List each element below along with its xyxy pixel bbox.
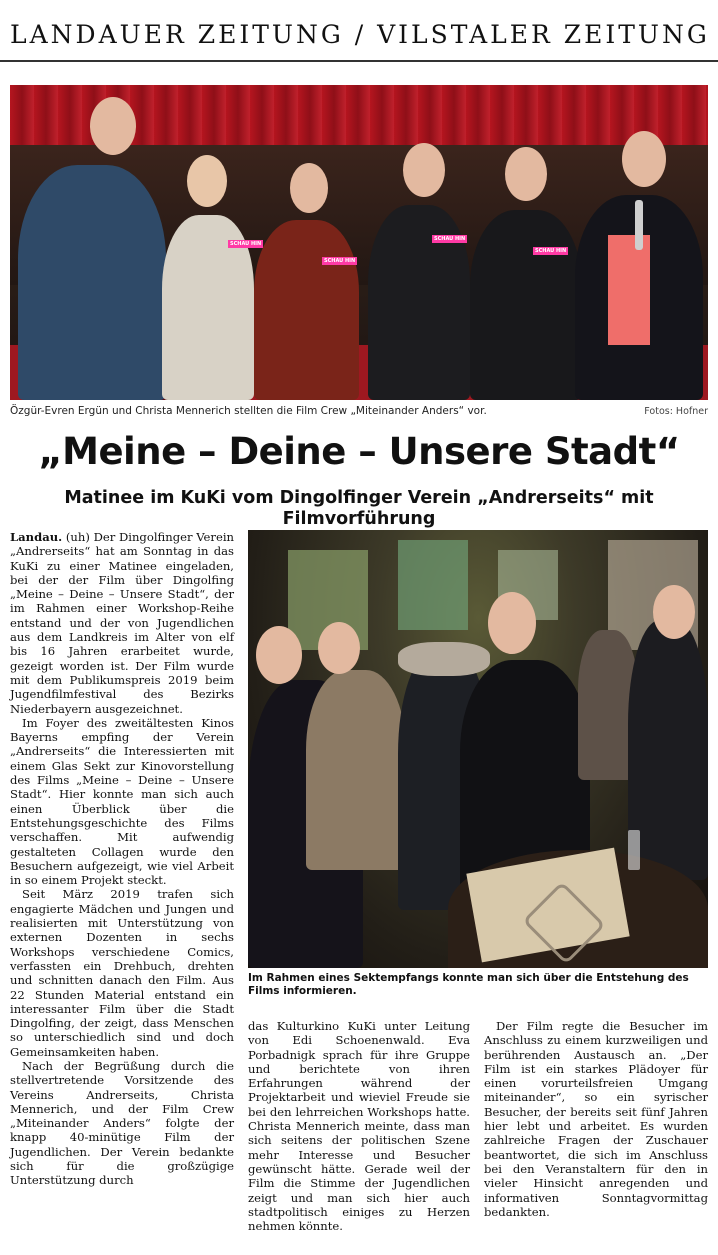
photo-credit: Fotos: Hofner bbox=[644, 406, 708, 417]
paragraph-2: Im Foyer des zweitältesten Kinos Bayerns empfing der Verein „Andrerseits“ die Interessierten mit einem Glas Sekt zur Kinovorstellung des Films „Meine – Deine – Unsere Stadt“. Hier konnte man sich auch einen Überblick über die Entstehungsgeschichte des Films verschaffen. Mit aufwendig gestalteten Collagen wurde den Besuchern aufgezeigt, wie viel Arbeit in so einem Projekt steckt. bbox=[10, 715, 234, 888]
person-girl-3-head bbox=[403, 143, 445, 197]
paragraph-3: Seit März 2019 trafen sich engagierte Mädchen und Jungen und realisierten mit Unterstützung von externen Dozenten in sechs Workshops verschiedene Comics, verfassten ein Drehbuch, drehten und schnitten danach den Film. Aus 22 Stunden Material entstand ein interessanter Film über die Stadt Dingolfing, der zeigt, dass Menschen so unterschiedlich sind und doch Gemeinsamkeiten haben. bbox=[10, 887, 234, 1059]
foyer-photo-caption: Im Rahmen eines Sektempfangs konnte man sich über die Entstehung des Films informieren. bbox=[248, 972, 689, 997]
article-subheadline: Matinee im KuKi vom Dingolfinger Verein „Andrerseits“ mit Filmvorführung bbox=[64, 488, 654, 529]
person-girl-1-head bbox=[187, 155, 227, 207]
collage-poster-2 bbox=[398, 540, 468, 630]
person-woman-right-head bbox=[622, 131, 666, 187]
person-girl-4-head bbox=[505, 147, 547, 201]
foyer-woman-glasses-head bbox=[318, 622, 360, 674]
foyer-person-right-2-head bbox=[653, 585, 695, 639]
paragraph-6: Der Film regte die Besucher im Anschluss zu einem kurzweiligen und berührenden Austausch an. „Der Film ist ein starkes Plädoyer für einen vorurteilsfreien Umgang miteinander“, so ein syrischer Besucher, der bereits seit fünf Jahren hier lebt und arbeitet. Es wurden zahlreiche Fragen der Zuschauer beantwortet, die sich im Anschluss bei den Veranstaltern für den in vieler Hinsicht anregenden und informativen Sonntagvormittag bedankten. bbox=[484, 1019, 708, 1219]
dateline: Landau. bbox=[10, 530, 63, 544]
paragraph-4: Nach der Begrüßung durch die stellvertretende Vorsitzende des Vereins Andrerseits, Christa Mennerich, und der Film Crew „Miteinander Anders“ folgte der knapp 40-minütige Film der Jugendlichen. Der Verein bedankte sich für die großzügige Unterstützung durch bbox=[10, 1058, 234, 1188]
foyer-person-right-2 bbox=[628, 620, 708, 880]
shirt-print-label: SCHAU HIN bbox=[535, 248, 567, 254]
person-man-left bbox=[18, 165, 166, 400]
paragraph-1-text: (uh) Der Dingolfinger Verein „Andrerseits“ hat am Sonntag in das KuKi zu einer Matinee eingeladen, bei der der Film über Dingolfing „Meine – Deine – Unsere Stadt“, der im Rahmen einer Workshop-Reihe entstand und der von Jugendlichen aus dem Landkreis im Alter von elf bis 16 Jahren erarbeitet wurde, gezeigt worden ist. Der Film wurde mit dem Publikumspreis 2019 beim Jugendfilmfestival des Bezirks Niederbayern ausgezeichnet. bbox=[10, 530, 235, 716]
paragraph-5: das Kulturkino KuKi unter Leitung von Edi Schoenenwald. Eva Porbadnigk sprach für ihre Gruppe und berichtete von ihren Erfahrungen während der Projektarbeit und wieviel Freude sie bei den lehrreichen Workshops hatte. Christa Mennerich meinte, dass man sich seitens der politischen Szene mehr Interesse und Besucher gewünscht hätte. Gerade weil der Film die Stimme der Jugendlichen zeigt und man sich hier auch stadtpolitisch einiges zu Herzen nehmen könnte. bbox=[248, 1019, 470, 1234]
paragraph-1 bbox=[10, 530, 234, 716]
foyer-woman-glasses bbox=[306, 670, 406, 870]
shirt-print-label: SCHAU HIN bbox=[324, 258, 356, 264]
fur-collar bbox=[398, 642, 490, 676]
pink-top bbox=[608, 235, 650, 345]
article-column-2 bbox=[248, 1019, 470, 1233]
foyer-woman-left-head bbox=[256, 626, 302, 684]
person-girl-4 bbox=[470, 210, 582, 400]
foyer-reception-photo bbox=[248, 530, 708, 968]
shirt-print-label: SCHAU HIN bbox=[434, 236, 466, 242]
article-column-1 bbox=[10, 530, 234, 1188]
top-photo-caption-row bbox=[10, 402, 708, 420]
newspaper-title: LANDAUER ZEITUNG / VILSTALER ZEITUNG bbox=[10, 20, 710, 49]
champagne-glass bbox=[628, 830, 640, 870]
masthead bbox=[0, 0, 718, 62]
person-man-left-head bbox=[90, 97, 136, 155]
top-photo-caption: Özgür-Evren Ergün und Christa Mennerich stellten die Film Crew „Miteinander Anders“ vor. bbox=[10, 405, 487, 417]
person-girl-2 bbox=[254, 220, 359, 400]
article-headline: „Meine – Deine – Unsere Stadt“ bbox=[38, 430, 680, 473]
film-crew-photo bbox=[10, 85, 708, 400]
microphone-icon bbox=[635, 200, 643, 250]
foyer-man-center-head bbox=[488, 592, 536, 654]
person-girl-2-head bbox=[290, 163, 328, 213]
article-column-3 bbox=[484, 1019, 708, 1219]
shirt-print-label: SCHAU HIN bbox=[230, 241, 262, 247]
